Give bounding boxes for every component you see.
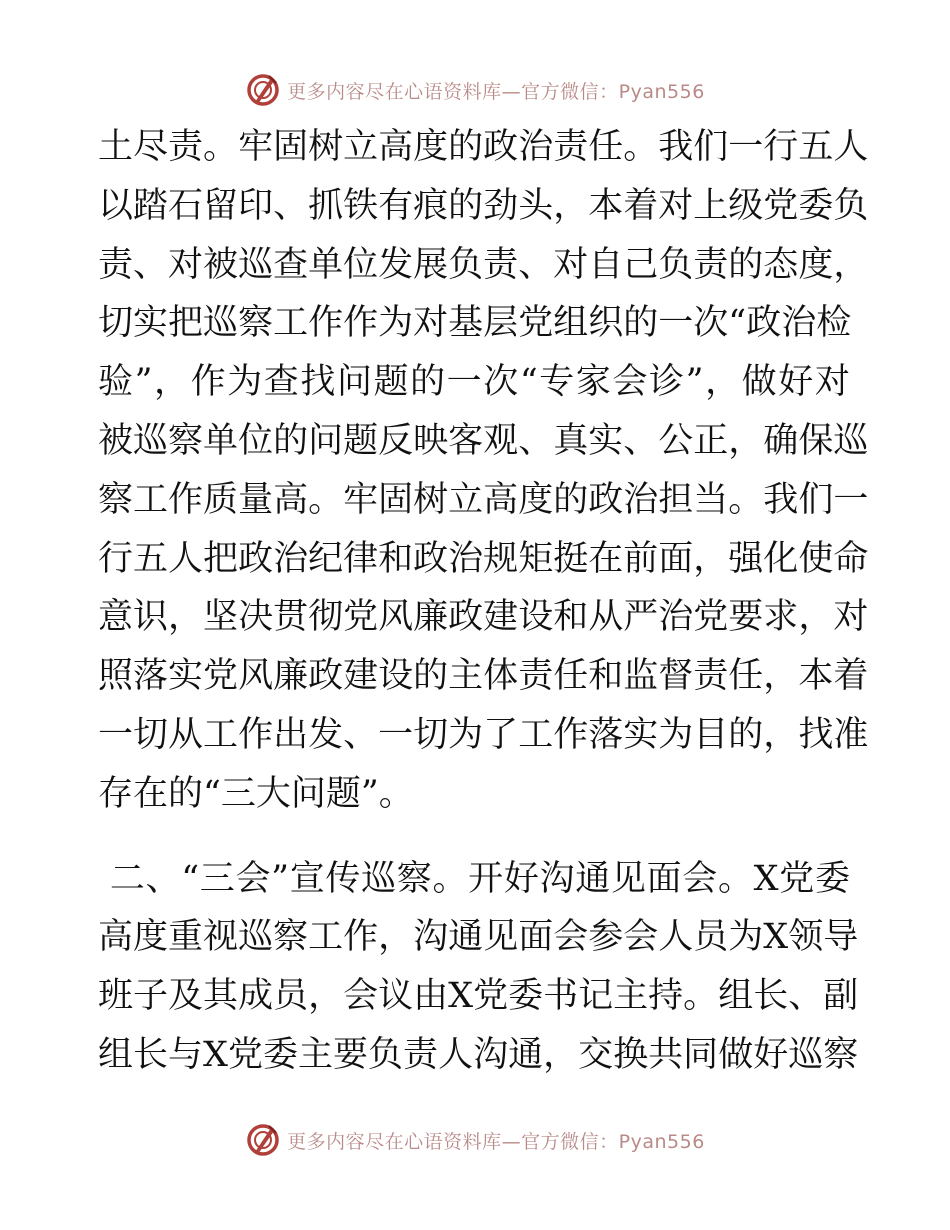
- pen-circle-logo-icon: [245, 72, 281, 108]
- paragraph-2: [98, 850, 859, 1085]
- text-line: 高 度 重 视 巡 察 工 作 ， 沟 通 见 面 会 参 会 人 员 为 X 领 导: [98, 917, 859, 958]
- text-line: 组 长 与 X 党 委 主 要 负 责 人 沟 通 ， 交 换 共 同 做 好 巡 察: [98, 1034, 859, 1075]
- text-line: 班 子 及 其 成 员 ， 会 议 由 X 党 委 书 记 主 持 。 组 长 、 副: [98, 976, 859, 1017]
- text-line: 验 ” ， 作 为 查 找 问 题 的 一 次 “ 专 家 会 诊 ” ， 做 好 对: [98, 362, 850, 403]
- pen-circle-logo-icon: [245, 1122, 281, 1158]
- header-banner: [0, 70, 950, 110]
- paragraph-1: [98, 118, 869, 824]
- text-line: 以 踏 石 留 印 、 抓 铁 有 痕 的 劲 头 ， 本 着 对 上 级 党 委 负: [98, 185, 869, 226]
- paragraph-gap: [98, 824, 850, 850]
- text-line: 土 尽 责 。 牢 固 树 立 高 度 的 政 治 责 任 。 我 们 一 行 五 人: [98, 127, 869, 167]
- text-line: 意 识 ， 坚 决 贯 彻 党 风 廉 政 建 设 和 从 严 治 党 要 求 ， 对: [98, 597, 869, 638]
- text-line: 一 切 从 工 作 出 发 、 一 切 为 了 工 作 落 实 为 目 的 ， 找 准: [98, 714, 869, 755]
- text-line: 照 落 实 党 风 廉 政 建 设 的 主 体 责 任 和 监 督 责 任 ， 本 着: [98, 656, 869, 697]
- text-line: 切 实 把 巡 察 工 作 作 为 对 基 层 党 组 织 的 一 次 “ 政 治 检: [98, 303, 852, 344]
- text-line: 存在的“三大问题”。: [98, 773, 414, 814]
- text-line: 行 五 人 把 政 治 纪 律 和 政 治 规 矩 挺 在 前 面 ， 强 化 使 命: [98, 538, 869, 579]
- footer-banner-text: 更多内容尽在心语资料库—官方微信：Pyan556: [287, 1130, 705, 1153]
- text-line: 察 工 作 质 量 高 。 牢 固 树 立 高 度 的 政 治 担 当 。 我 们 一: [98, 479, 869, 520]
- document-body: [98, 118, 869, 1085]
- text-line: 被 巡 察 单 位 的 问 题 反 映 客 观 、 真 实 、 公 正 ， 确 保 巡: [98, 420, 869, 461]
- text-line: 责 、 对 被 巡 查 单 位 发 展 负 责 、 对 自 己 负 责 的 态 度 ，: [98, 244, 869, 285]
- header-banner-text: 更多内容尽在心语资料库—官方微信：Pyan556: [287, 80, 705, 103]
- footer-banner: [0, 1120, 950, 1160]
- text-line: 二 、 “ 三 会 ” 宣 传 巡 察 。 开 好 沟 通 见 面 会 。 X 党 委: [109, 858, 850, 899]
